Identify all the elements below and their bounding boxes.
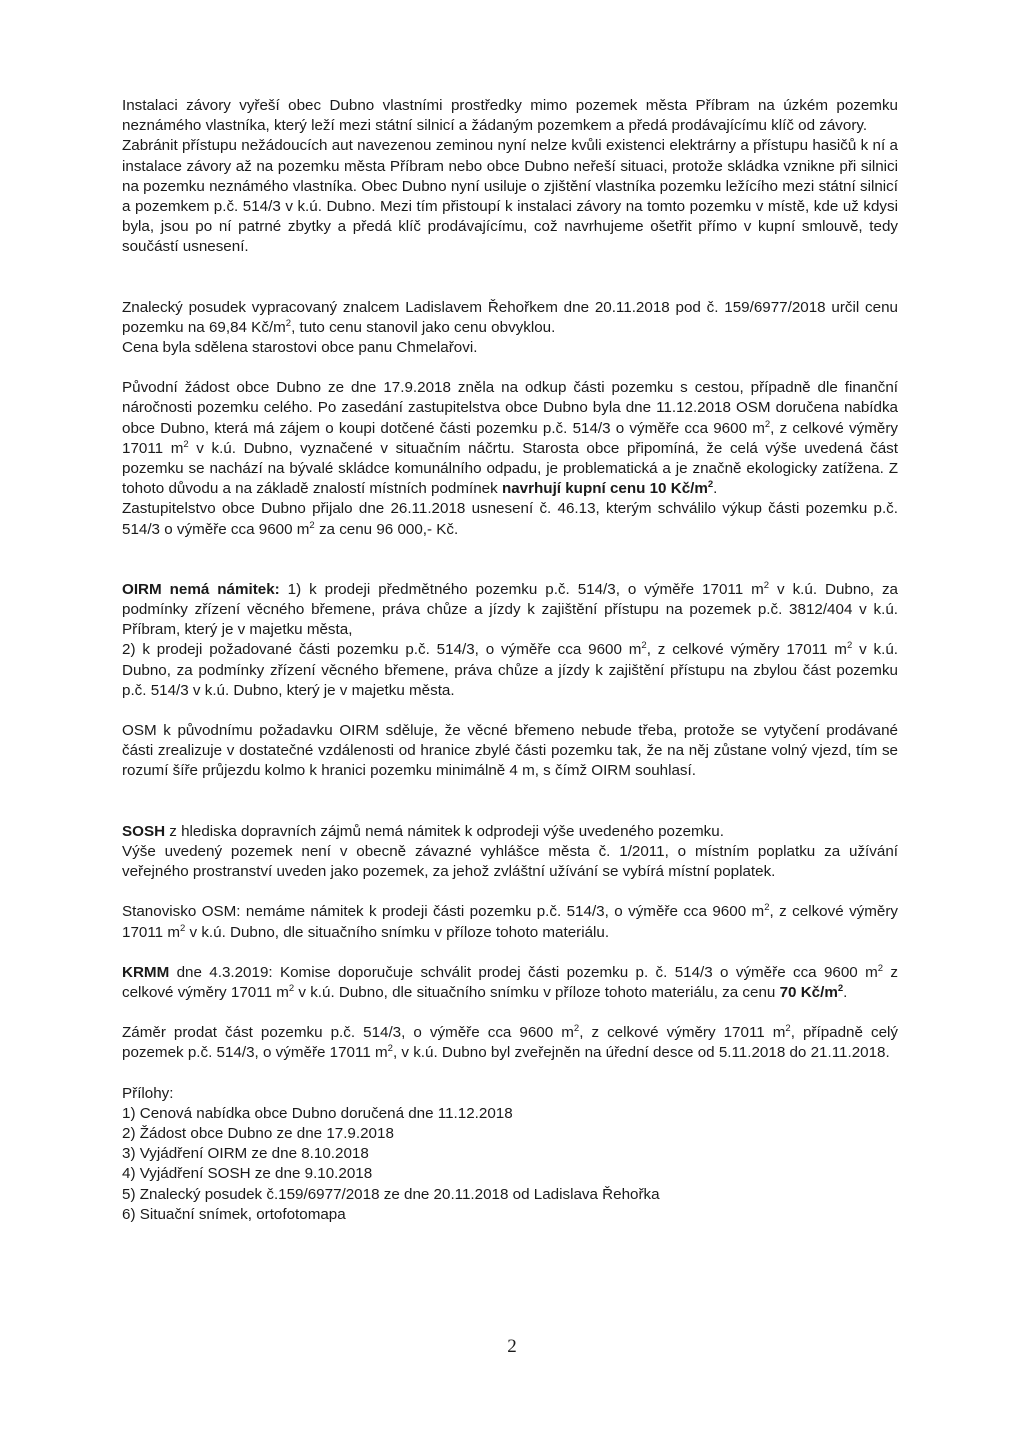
superscript: 2 (837, 982, 844, 994)
superscript: 2 (707, 479, 714, 491)
text: Zastupitelstvo obce Dubno přijalo dne 26.11.2018 usnesení č. 46.13, kterým schválilo výkup části pozemku p.č. 514/3 o výměře cca 9600 m (122, 500, 898, 538)
krmm-label: KRMM (122, 963, 170, 981)
text: 70 Kč/m (779, 983, 838, 1001)
list-item: 6) Situační snímek, ortofotomapa (122, 1205, 346, 1223)
list-item: 2) Žádost obce Dubno ze dne 17.9.2018 (122, 1124, 394, 1142)
paragraph-access: Zabránit přístupu nežádoucích aut navezenou zeminou nyní nelze kvůli existenci elektrárny a přístupu hasičů k ní a instalace závory až na pozemku města Příbram nebo obce Dubno neřeší situaci, protože skládka vznikne při silnici na pozemku neznámého vlastníka. Obec Dubno nyní usiluje o zjištění vlastníka pozemku ležícího mezi státní silnicí a pozemkem p.č. 514/3 v k.ú. Dubno. Mezi tím přistoupí k instalaci závory na tomto pozemku v místě, kde už kdysi byla, jsou po ní patrné zbytky a předá klíč prodávajícímu, což navrhujeme ošetřit přímo v kupní smlouvě, tedy součástí usnesení. (122, 137, 898, 256)
superscript: 2 (309, 519, 315, 531)
text: 2) k prodeji požadované části pozemku p.č. 514/3, o výměře cca 9600 m (122, 641, 642, 659)
text: v k.ú. Dubno, dle situačního snímku v příloze tohoto materiálu, za cenu (294, 983, 780, 1001)
attachments-section (122, 1084, 898, 1225)
superscript: 2 (573, 1023, 580, 1035)
attachments-list (122, 1104, 898, 1225)
text: , tuto cenu stanovil jako cenu obvyklou. (291, 318, 556, 336)
text: Stanovisko OSM: nemáme námitek k prodeji části pozemku p.č. 514/3, o výměře cca 9600 m (122, 903, 765, 921)
krmm-price (780, 984, 844, 1001)
superscript: 2 (763, 579, 770, 591)
superscript: 2 (285, 317, 292, 329)
paragraph-original-request (122, 378, 898, 540)
text: , v k.ú. Dubno byl zveřejněn na úřední desce od 5.11.2018 do 21.11.2018. (392, 1044, 890, 1062)
superscript: 2 (179, 922, 186, 934)
attachments-heading: Přílohy: (122, 1084, 174, 1102)
list-item: 4) Vyjádření SOSH ze dne 9.10.2018 (122, 1165, 373, 1183)
text: za cenu 96 000,- Kč. (314, 520, 459, 538)
superscript: 2 (877, 962, 884, 974)
text: v k.ú. Dubno, za podmínky zřízení věcného břemene, práva chůze a jízdy k zajištění přístupu na pozemek p.č. 3812/404 v k.ú. Příbram, který je v majetku města, (122, 580, 898, 639)
text: , z celkové výměry 17011 m (579, 1024, 786, 1042)
superscript: 2 (785, 1023, 791, 1035)
proposed-price (502, 480, 713, 497)
superscript: 2 (641, 640, 647, 652)
text: Záměr prodat část pozemku p.č. 514/3, o výměře cca 9600 m (122, 1024, 574, 1042)
text: . (713, 480, 718, 498)
text: Znalecký posudek vypracovaný znalcem Ladislavem Řehořkem dne 20.11.2018 pod č. 159/6977/2018 určil cenu pozemku na 69,84 Kč/m (122, 298, 898, 336)
superscript: 2 (183, 438, 189, 450)
paragraph-appraisal (122, 298, 898, 359)
text: 1) k prodeji předmětného pozemku p.č. 514/3, o výměře 17011 m (279, 580, 764, 598)
list-item: 1) Cenová nabídka obce Dubno doručená dne 11.12.2018 (122, 1104, 513, 1122)
superscript: 2 (764, 418, 771, 430)
paragraph-osm-easement: OSM k původnímu požadavku OIRM sděluje, že věcné břemeno nebude třeba, protože se vytyčení prodávané části zrealizuje v dostatečné vzdálenosti od hranice zbylé části pozemku tak, že na něj zůstane volný vjezd, tím se rozumí šíře průjezdu kolmo k hranici pozemku minimálně 4 m, s čímž OIRM souhlasí. (122, 722, 898, 780)
paragraph-sosh (122, 822, 898, 883)
document-page (122, 96, 898, 1225)
superscript: 2 (288, 982, 295, 994)
text: dne 4.3.2019: Komise doporučuje schválit prodej části pozemku p. č. 514/3 o výměře cca 9600 m (169, 963, 878, 981)
text: z celkové výměry 17011 m (122, 963, 898, 1001)
superscript: 2 (764, 902, 770, 914)
text: , z celkové výměry 17011 m (646, 641, 847, 659)
paragraph-barrier: Instalaci závory vyřeší obec Dubno vlastními prostředky mimo pozemek města Příbram na úzkém pozemku neznámého vlastníka, který leží mezi státní silnicí a žádaným pozemkem a předá prodávajícímu klíč od závory. (122, 97, 898, 135)
text: , z celkové výměry 17011 m (122, 903, 899, 941)
page-number: 2 (507, 1336, 517, 1357)
paragraph-osm-opinion (122, 902, 898, 942)
text: navrhují kupní cenu 10 Kč/m (501, 480, 708, 498)
paragraph-krmm (122, 963, 898, 1003)
text: Cena byla sdělena starostovi obce panu Chmelařovi. (122, 339, 478, 357)
paragraph-publication (122, 1023, 898, 1063)
text: v k.ú. Dubno, za podmínky zřízení věcného břemene, práva chůze a jízdy k zajištění přístupu na zbylou část pozemku p.č. 514/3 v k.ú. Dubno, který je v majetku města. (122, 641, 898, 699)
text: , případně celý pozemek p.č. 514/3, o výměře 17011 m (122, 1024, 898, 1062)
text: Původní žádost obce Dubno ze dne 17.9.2018 zněla na odkup části pozemku s cestou, případně dle finanční náročnosti pozemku celého. Po zasedání zastupitelstva obce Dubno byla dne 11.12.2018 OSM doručena nabídka obce Dubno, která má zájem o koupi dotčené části pozemku p.č. 514/3 o výměře cca 9600 m (122, 379, 898, 437)
oirm-label: OIRM nemá námitek: (122, 580, 280, 598)
sosh-label: SOSH (122, 822, 166, 840)
text: , z celkové výměry 17011 m (122, 419, 898, 457)
text: z hlediska dopravních zájmů nemá námitek k odprodeji výše uvedeného pozemku. (165, 822, 724, 840)
list-item: 3) Vyjádření OIRM ze dne 8.10.2018 (122, 1145, 369, 1163)
text: v k.ú. Dubno, vyznačené v situačním náčrtu. Starosta obce připomíná, že celá výše uvedená část pozemku se nachází na bývalé skládce komunálního odpadu, je problematická a je značně ekologicky zatížena. Z tohoto důvodu a na základě znalostí místních podmínek (122, 439, 898, 498)
superscript: 2 (387, 1043, 393, 1055)
text: . (843, 983, 848, 1001)
superscript: 2 (846, 640, 853, 652)
text: Výše uvedený pozemek není v obecně závazné vyhlášce města č. 1/2011, o místním poplatku za užívání veřejného prostranství uveden jako pozemek, za jehož zvláštní užívání se vybírá místní poplatek. (122, 842, 898, 881)
list-item: 5) Znalecký posudek č.159/6977/2018 ze dne 20.11.2018 od Ladislava Řehořka (122, 1185, 660, 1203)
paragraph-oirm (122, 580, 898, 701)
text: v k.ú. Dubno, dle situačního snímku v příloze tohoto materiálu. (185, 923, 610, 941)
